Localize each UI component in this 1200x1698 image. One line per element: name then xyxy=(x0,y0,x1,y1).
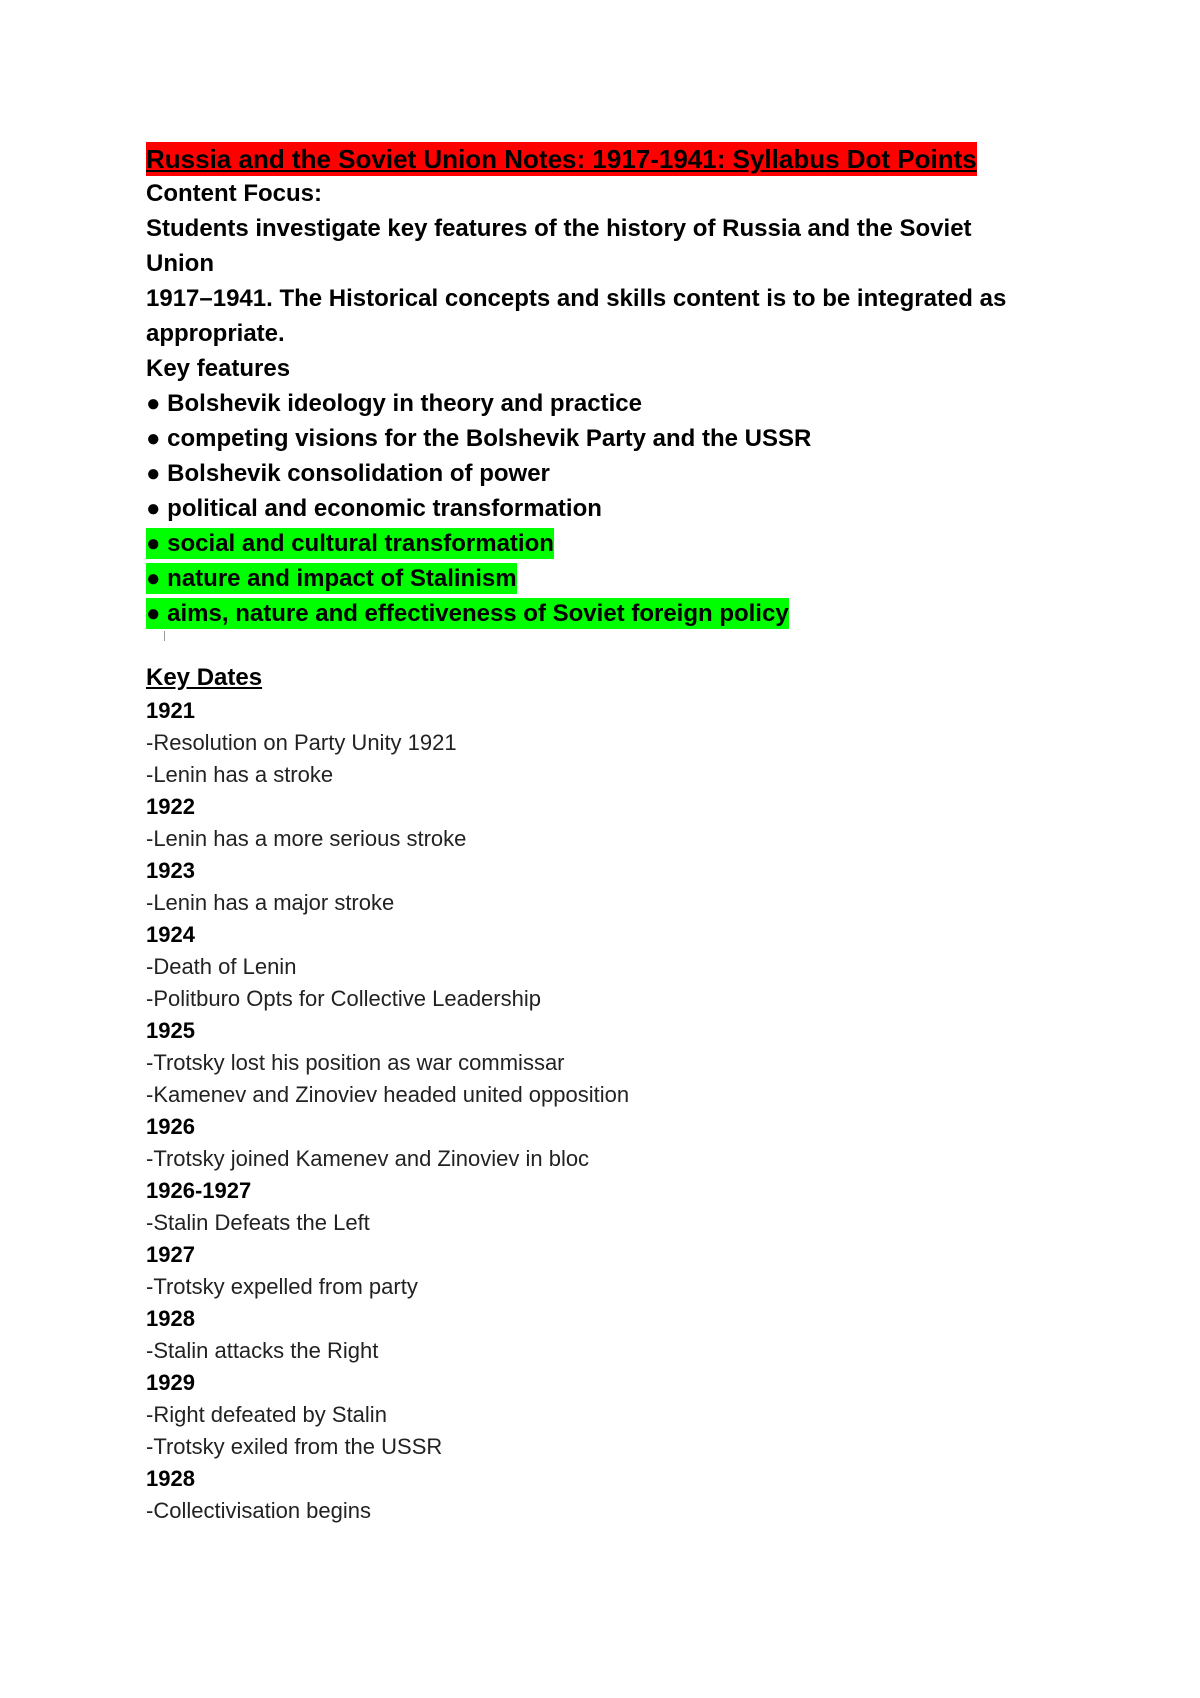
key-feature-item xyxy=(146,386,1086,421)
key-date-year: 1929 xyxy=(146,1370,195,1395)
key-features-label: Key features xyxy=(146,355,291,382)
key-date-year: 1928 xyxy=(146,1306,195,1331)
key-date-event: -Lenin has a major stroke xyxy=(146,890,395,915)
key-feature-text: ● nature and impact of Stalinism xyxy=(146,565,517,592)
key-date-year: 1924 xyxy=(146,922,195,947)
key-date-event: -Stalin attacks the Right xyxy=(146,1338,379,1363)
key-date-year: 1926 xyxy=(146,1114,195,1139)
key-date-event: -Resolution on Party Unity 1921 xyxy=(146,730,457,755)
key-feature-text: ● Bolshevik ideology in theory and practice xyxy=(146,390,642,417)
key-date-event: -Trotsky exiled from the USSR xyxy=(146,1434,443,1459)
intro-line: appropriate. xyxy=(146,320,285,347)
key-date-event: -Collectivisation begins xyxy=(146,1498,371,1523)
key-feature-text: ● political and economic transformation xyxy=(146,495,602,522)
key-date-year: 1927 xyxy=(146,1242,195,1267)
intro-line: Students investigate key features of the history of Russia and the Soviet xyxy=(146,215,972,242)
key-feature-item-highlighted xyxy=(146,596,1086,631)
key-date-year: 1922 xyxy=(146,794,195,819)
key-feature-item xyxy=(146,456,1086,491)
key-feature-item-highlighted xyxy=(146,561,1086,596)
key-date-event: -Trotsky lost his position as war commissar xyxy=(146,1050,565,1075)
key-feature-text: ● social and cultural transformation xyxy=(146,530,554,557)
key-date-event: -Death of Lenin xyxy=(146,954,297,979)
content-focus-label: Content Focus: xyxy=(146,180,322,207)
key-feature-text: ● Bolshevik consolidation of power xyxy=(146,460,550,487)
key-date-year: 1921 xyxy=(146,698,195,723)
document-page xyxy=(146,142,1086,1527)
key-dates-heading: Key Dates xyxy=(146,664,263,691)
intro-line: Union xyxy=(146,250,214,277)
key-feature-item xyxy=(146,421,1086,456)
key-date-event: -Stalin Defeats the Left xyxy=(146,1210,370,1235)
key-feature-text: ● competing visions for the Bolshevik Party and the USSR xyxy=(146,425,812,452)
key-date-event: -Right defeated by Stalin xyxy=(146,1402,387,1427)
key-date-year: 1925 xyxy=(146,1018,195,1043)
key-dates-list xyxy=(146,695,1086,1527)
key-features-list xyxy=(146,386,1086,631)
document-title: Russia and the Soviet Union Notes: 1917-1941: Syllabus Dot Points xyxy=(146,144,977,174)
key-date-event: -Lenin has a stroke xyxy=(146,762,334,787)
key-date-event: -Kamenev and Zinoviev headed united opposition xyxy=(146,1082,630,1107)
key-date-event: -Trotsky expelled from party xyxy=(146,1274,418,1299)
intro-line: 1917–1941. The Historical concepts and skills content is to be integrated as xyxy=(146,285,1007,312)
key-feature-item xyxy=(146,491,1086,526)
key-date-event: -Politburo Opts for Collective Leadership xyxy=(146,986,541,1011)
key-date-event: -Lenin has a more serious stroke xyxy=(146,826,467,851)
key-date-year: 1928 xyxy=(146,1466,195,1491)
key-feature-text: ● aims, nature and effectiveness of Soviet foreign policy xyxy=(146,600,789,627)
key-feature-item-highlighted xyxy=(146,526,1086,561)
key-date-year: 1923 xyxy=(146,858,195,883)
cursor-tick xyxy=(164,631,165,641)
title-line xyxy=(146,142,1086,176)
text-cursor-mark xyxy=(146,631,1086,643)
key-date-event: -Trotsky joined Kamenev and Zinoviev in bloc xyxy=(146,1146,590,1171)
key-date-year: 1926-1927 xyxy=(146,1178,252,1203)
